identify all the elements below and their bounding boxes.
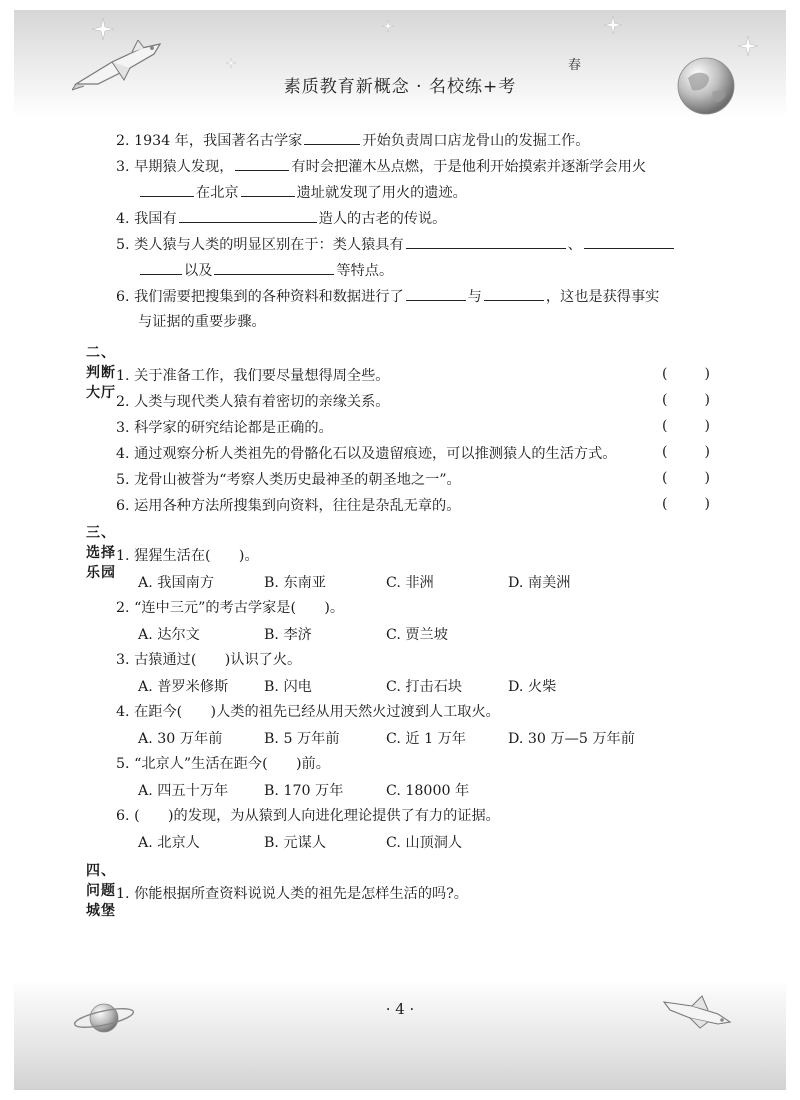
sparkle-icon [382,20,394,32]
sparkle-icon [604,16,622,34]
judge-answer-paren[interactable]: ( ) [662,418,710,434]
open-question: 1. 你能根据所查资料说说人类的祖先是怎样生活的吗?。 [116,886,468,902]
fill-question-3-cont: 在北京 遗址就发现了用火的遗迹。 [138,182,467,203]
answer-blank[interactable] [214,260,334,275]
choice-option[interactable]: A. 达尔文 [138,627,200,643]
choice-option[interactable]: A. 我国南方 [138,575,215,591]
page-header-title: 素质教育新概念 · 名校练+考 [283,77,517,97]
sparkle-icon [738,36,758,56]
fill-question-5: 5. 类人猿与人类的明显区别在于：类人猿具有 、 [116,234,676,255]
choice-option[interactable]: A. 30 万年前 [138,731,223,747]
fill-question-4: 4. 我国有 造人的古老的传说。 [116,208,446,229]
answer-blank[interactable] [241,182,295,197]
choice-option[interactable]: A. 四五十万年 [138,783,229,799]
sparkle-icon [226,58,236,68]
choice-option[interactable]: A. 普罗米修斯 [138,679,229,695]
choice-option[interactable]: D. 火柴 [508,679,557,695]
fill-question-3: 3. 早期猿人发现， 有时会把灌木丛点燃，于是他利开始摸索并逐渐学会用火 [116,156,646,177]
choice-option[interactable]: B. 170 万年 [264,783,344,799]
judge-item: 2. 人类与现代类人猿有着密切的亲缘关系。 [116,394,390,410]
answer-blank[interactable] [584,234,674,249]
fill-question-6: 6. 我们需要把搜集到的各种资料和数据进行了 与 ，这也是获得事实 [116,286,659,307]
answer-blank[interactable] [179,208,317,223]
choice-option[interactable]: A. 北京人 [138,835,200,851]
choice-option[interactable]: C. 贾兰坡 [386,627,448,643]
choice-option[interactable]: B. 5 万年前 [264,731,340,747]
choice-question: 4. 在距今( )人类的祖先已经从用天然火过渡到人工取火。 [116,704,500,720]
answer-blank[interactable] [406,286,466,301]
choice-option[interactable]: C. 近 1 万年 [386,731,466,747]
judge-item: 1. 关于准备工作，我们要尽量想得周全些。 [116,368,390,384]
choice-question: 3. 古猿通过( )认识了火。 [116,652,302,668]
fill-question-5-cont: 以及 等特点。 [138,260,393,281]
page-number: · 4 · [385,1000,415,1018]
choice-question: 5. “北京人”生活在距今( )前。 [116,756,330,772]
answer-blank[interactable] [235,156,289,171]
sparkle-icon [92,18,114,40]
answer-blank[interactable] [484,286,544,301]
section-title-questions: 四、问题城堡 [86,863,116,919]
judge-item: 4. 通过观察分析人类祖先的骨骼化石以及遗留痕迹，可以推测猿人的生活方式。 [116,446,617,462]
choice-question: 6. ( )的发现，为从猿到人向进化理论提供了有力的证据。 [116,808,500,824]
answer-blank[interactable] [406,234,566,249]
choice-option[interactable]: C. 非洲 [386,575,434,591]
answer-blank[interactable] [140,260,182,275]
judge-item: 3. 科学家的研究结论都是正确的。 [116,420,333,436]
choice-option[interactable]: B. 东南亚 [264,575,327,591]
choice-option[interactable]: C. 打击石块 [386,679,463,695]
section-title-judgement: 二、判断大厅 [86,345,116,401]
answer-blank[interactable] [140,182,194,197]
choice-question: 1. 猩猩生活在( )。 [116,548,259,564]
choice-option[interactable]: B. 闪电 [264,679,312,695]
choice-option[interactable]: D. 30 万—5 万年前 [508,731,635,747]
answer-blank[interactable] [304,130,360,145]
fill-question-6-cont: 与证据的重要步骤。 [138,314,266,330]
judge-answer-paren[interactable]: ( ) [662,444,710,460]
judge-item: 5. 龙骨山被誉为“考察人类历史最神圣的朝圣地之一”。 [116,472,461,488]
section-title-choice: 三、选择乐园 [86,525,116,581]
choice-option[interactable]: D. 南美洲 [508,575,571,591]
judge-answer-paren[interactable]: ( ) [662,470,710,486]
choice-option[interactable]: C. 18000 年 [386,783,470,799]
fill-question-2: 2. 1934 年，我国著名古学家 开始负责周口店龙骨山的发掘工作。 [116,130,589,151]
choice-option[interactable]: B. 元谋人 [264,835,327,851]
choice-question: 2. “连中三元”的考古学家是( )。 [116,600,345,616]
season-tag: 春 [568,58,582,73]
choice-option[interactable]: B. 李济 [264,627,312,643]
judge-answer-paren[interactable]: ( ) [662,366,710,382]
judge-answer-paren[interactable]: ( ) [662,496,710,512]
judge-item: 6. 运用各种方法所搜集到向资料，往往是杂乱无章的。 [116,498,461,514]
choice-option[interactable]: C. 山顶洞人 [386,835,463,851]
judge-answer-paren[interactable]: ( ) [662,392,710,408]
